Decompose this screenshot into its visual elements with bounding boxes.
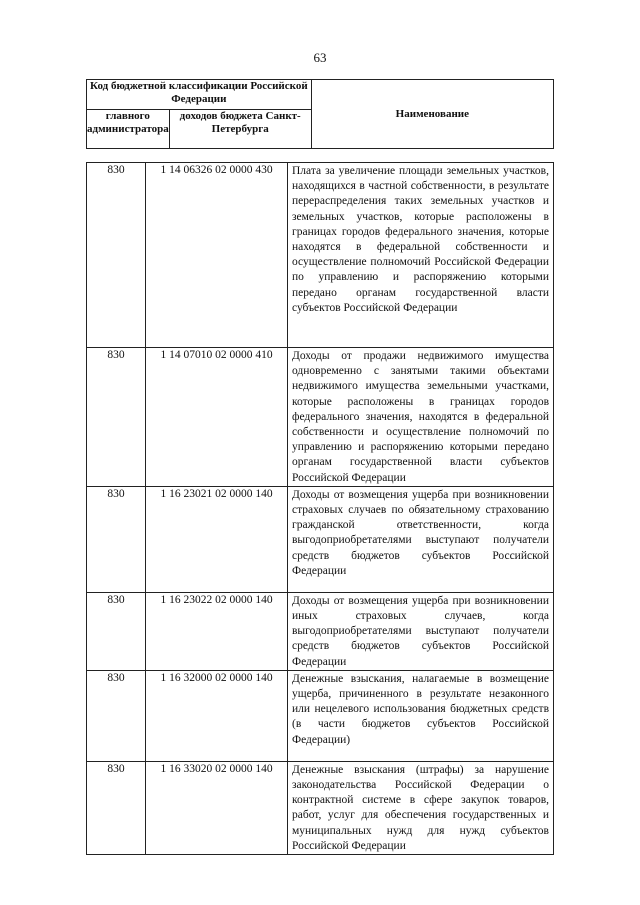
revenue-code-cell: 1 16 33020 02 0000 140 (146, 761, 288, 854)
name-cell: Денежные взыскания (штрафы) за нарушение законодательства Российской Федерации о контрактной системе в сфере закупок товаров, работ, услуг для обеспечения государственных и муниципальных нужд для нужд субъектов Российской Федерации (288, 761, 554, 854)
table-row (87, 592, 554, 670)
name-column-header: Наименование (311, 80, 553, 149)
admin-code-cell: 830 (87, 348, 146, 487)
name-cell: Доходы от возмещения ущерба при возникновении иных страховых случаев, когда выгодоприобретателями выступают получатели средств бюджетов субъектов Российской Федерации (288, 592, 554, 670)
admin-code-cell: 830 (87, 486, 146, 592)
page-number: 63 (313, 50, 327, 65)
revenue-code-cell: 1 14 07010 02 0000 410 (146, 348, 288, 487)
admin-code-cell: 830 (87, 592, 146, 670)
revenue-code-column-header: доходов бюджета Санкт-Петербурга (169, 110, 311, 149)
revenue-code-cell: 1 14 06326 02 0000 430 (146, 163, 288, 348)
name-cell: Доходы от возмещения ущерба при возникновении страховых случаев по обязательному страхованию гражданской ответственности, когда выгодоприобретателями выступают получатели средств бюджетов субъектов Российской Федерации (288, 486, 554, 592)
admin-code-cell: 830 (87, 761, 146, 854)
table-header (86, 79, 554, 149)
table-row (87, 486, 554, 592)
admin-code-cell: 830 (87, 163, 146, 348)
revenue-code-cell: 1 16 23021 02 0000 140 (146, 486, 288, 592)
classification-code-header: Код бюджетной классификации Российской Федерации (87, 80, 312, 110)
name-cell: Плата за увеличение площади земельных участков, находящихся в частной собственности, в результате перераспределения таких земельных участков и земельных участков, которые расположены в границах городов федерального значения, которые находятся в федеральной собственности и осуществление полномочий Российской Федерации по управлению и распоряжению которыми передано органам государственной власти субъектов Российской Федерации (288, 163, 554, 348)
table-row (87, 670, 554, 761)
revenue-code-cell: 1 16 32000 02 0000 140 (146, 670, 288, 761)
table-row (87, 348, 554, 487)
name-cell: Денежные взыскания, налагаемые в возмещение ущерба, причиненного в результате незаконного или нецелевого использования бюджетных средств (в части бюджетов субъектов Российской Федерации) (288, 670, 554, 761)
table-row (87, 761, 554, 854)
admin-column-header: главного администратора (87, 110, 170, 149)
revenue-code-cell: 1 16 23022 02 0000 140 (146, 592, 288, 670)
name-cell: Доходы от продажи недвижимого имущества одновременно с занятыми такими объектами недвижимого имущества земельными участками, которые расположены в границах городов федерального значения, находятся в федеральной собственности и осуществление полномочий по управлению и распоряжению которыми передано органам государственной власти субъектов Российской Федерации (288, 348, 554, 487)
table-row (87, 163, 554, 348)
classification-table (86, 162, 554, 855)
admin-code-cell: 830 (87, 670, 146, 761)
